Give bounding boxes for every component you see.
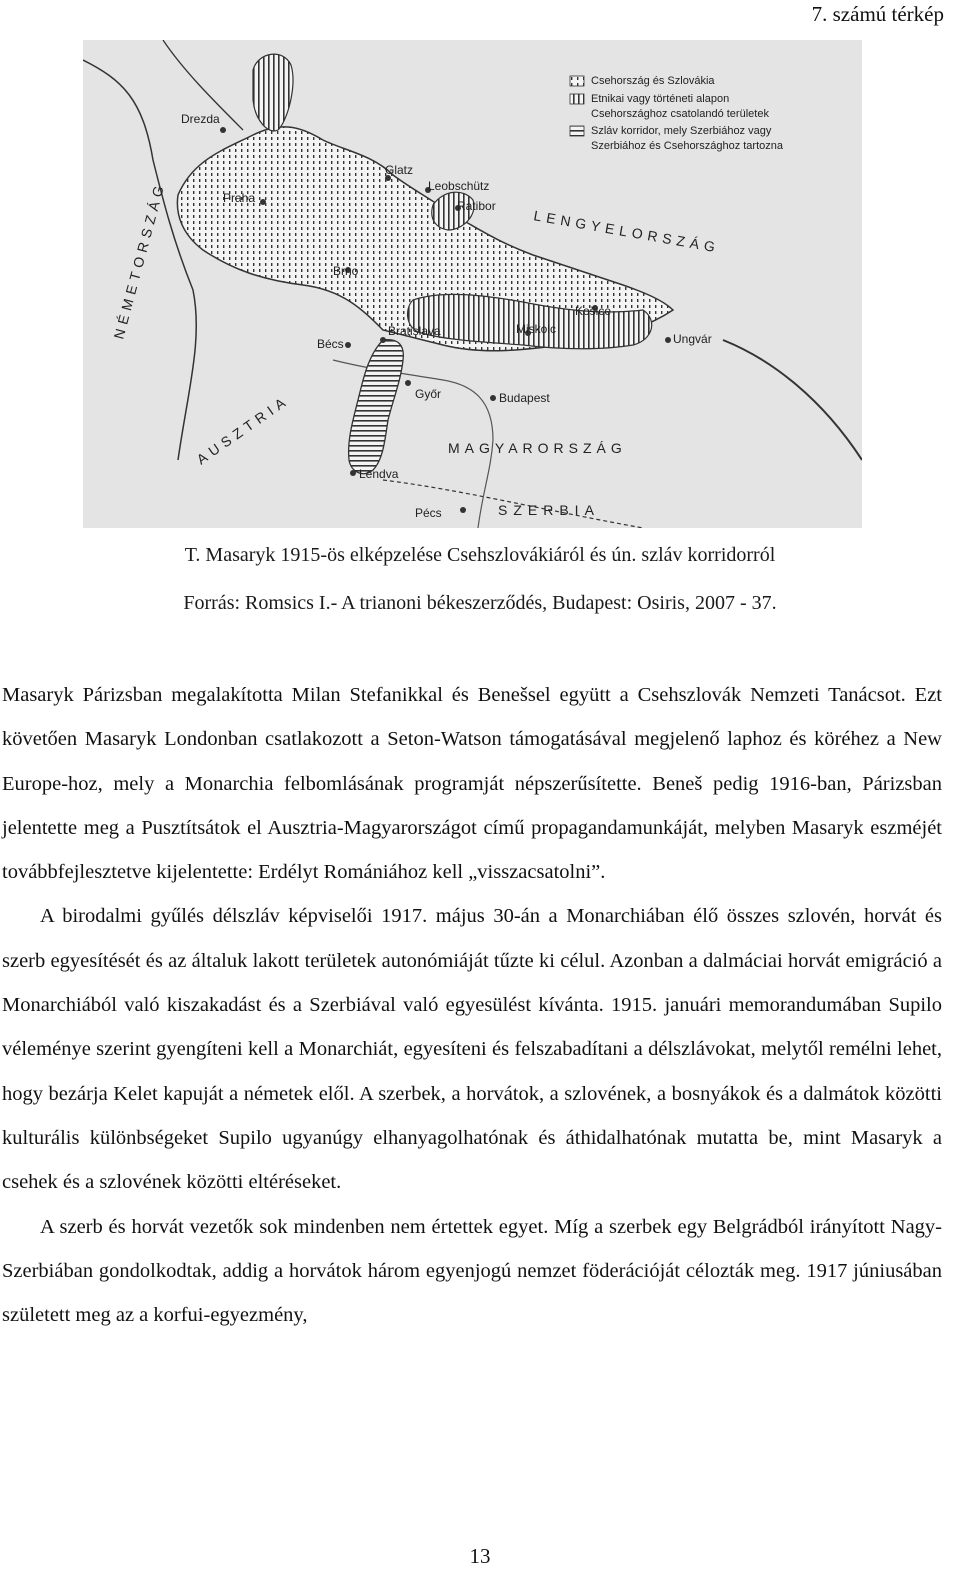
city-label-miskolc: Miskolc [516,322,557,336]
city-marker-bratislava [380,337,386,343]
city-label-becs: Bécs [317,337,344,351]
map-legend [570,75,784,152]
city-marker-becs [345,342,351,348]
city-label-drezda: Drezda [181,112,220,126]
city-label-brno: Brno [333,264,359,278]
city-label-ratibor: Ratibor [457,199,496,213]
legend-label-czech: Csehország és Szlovákia [591,75,715,87]
paragraph: A birodalmi gyűlés délszláv képviselői 1917. május 30-án a Monarchiában élő összes szlovén, horvát és szerb egyesítését és az általuk lakott területek autonómiáját tűzte ki célul. Azonban a dalmáciai horvát emigráció a Monarchiából való kiszakadást és a Szerbiával való egyesülést kívánta. 1915. januári memorandumában Supilo véleménye szerint gyengíteni kell a Monarchiát, egyesíteni és felszabadítani a délszlávokat, melytől remélni lehet, hogy bezárja Kelet kapuját a németek elől. A szerbek, a horvátok, a szlovének, a bosnyákok és a dalmátok közötti kulturális különbségeket Supilo ugyanúgy elhanyagolhatónak és áthidalhatónak mutatta be, mint Masaryk a csehek és a szlovének közötti eltéréseket. [2,905,942,1194]
city-label-lendva: Lendva [359,467,399,481]
city-label-kosice: Košice [575,304,612,318]
city-label-budapest: Budapest [499,391,550,405]
border-line-east [723,340,862,460]
country-label-poland: LENGYELORSZÁG [532,207,722,256]
country-label-austria: AUSZTRIA [193,391,293,468]
country-label-germany: NÉMETORSZÁG [110,179,169,341]
paragraph: Masaryk Párizsban megalakította Milan Stefanikkal és Benešsel együtt a Csehszlovák Nemzeti Tanácsot. Ezt követően Masaryk Londonban csatlakozott a Seton-Watson támogatásával megjelenő laphoz és köréhez a New Europe-hoz, mely a Monarchia felbomlásának programját népszerűsítette. Beneš pedig 1916-ban, Párizsban jelentette meg a Pusztítsátok el Ausztria-Magyarországot című propagandamunkáját, melyben Masaryk eszméjét továbbfejlesztetve kijelentette: Erdélyt Romániához kell „visszacsatolni”. [2,684,942,884]
city-marker-praha [260,199,266,205]
city-marker-budapest [490,395,496,401]
city-marker-ungvar [665,337,671,343]
legend-label-ethnic-1: Etnikai vagy történeti alapon [591,93,730,105]
legend-swatch-ethnic [570,94,584,104]
country-label-serbia: SZERBIA [498,502,600,518]
body-text [2,673,942,1337]
legend-swatch-czech [570,76,584,86]
legend-swatch-corridor [570,126,584,136]
legend-label-ethnic-2: Csehországhoz csatolandó területek [591,108,769,120]
northern-annex-area [253,54,293,131]
city-label-ungvar: Ungvár [673,332,712,346]
map-reference-header: 7. számú térkép [811,2,944,26]
country-label-hungary: MAGYARORSZÁG [448,440,627,456]
legend-label-corridor-1: Szláv korridor, mely Szerbiához vagy [591,125,772,137]
paragraph: A szerb és horvát vezetők sok mindenben nem értettek egyet. Míg a szerbek egy Belgrádból irányított Nagy-Szerbiában gondolkodtak, addig a horvátok három egyenjogú nemzet föderációját célozták meg. 1917 júniusában született meg az a korfui-egyezmény, [2,1215,942,1327]
map-caption-source: Forrás: Romsics I.- A trianoni békeszerződés, Budapest: Osiris, 2007 - 37. [183,592,777,614]
city-marker-gyor [405,380,411,386]
city-marker-lendva [350,470,356,476]
city-label-leobschutz: Leobschütz [428,179,490,193]
city-label-gyor: Győr [415,387,442,401]
legend-label-corridor-2: Szerbiához és Csehországhoz tartozna [591,140,783,152]
city-label-bratislava: Bratislava [388,324,441,338]
city-label-pecs: Pécs [415,506,442,520]
historical-map [83,40,862,528]
city-marker-pecs [460,507,466,513]
city-label-glatz: Glatz [385,163,414,177]
city-marker-drezda [220,127,226,133]
map-caption-title: T. Masaryk 1915-ös elképzelése Csehszlovákiáról és ún. szláv korridorról [184,544,776,566]
slav-corridor-area [349,340,404,474]
city-label-praha: Praha [223,191,256,205]
page-number: 13 [469,1544,491,1568]
